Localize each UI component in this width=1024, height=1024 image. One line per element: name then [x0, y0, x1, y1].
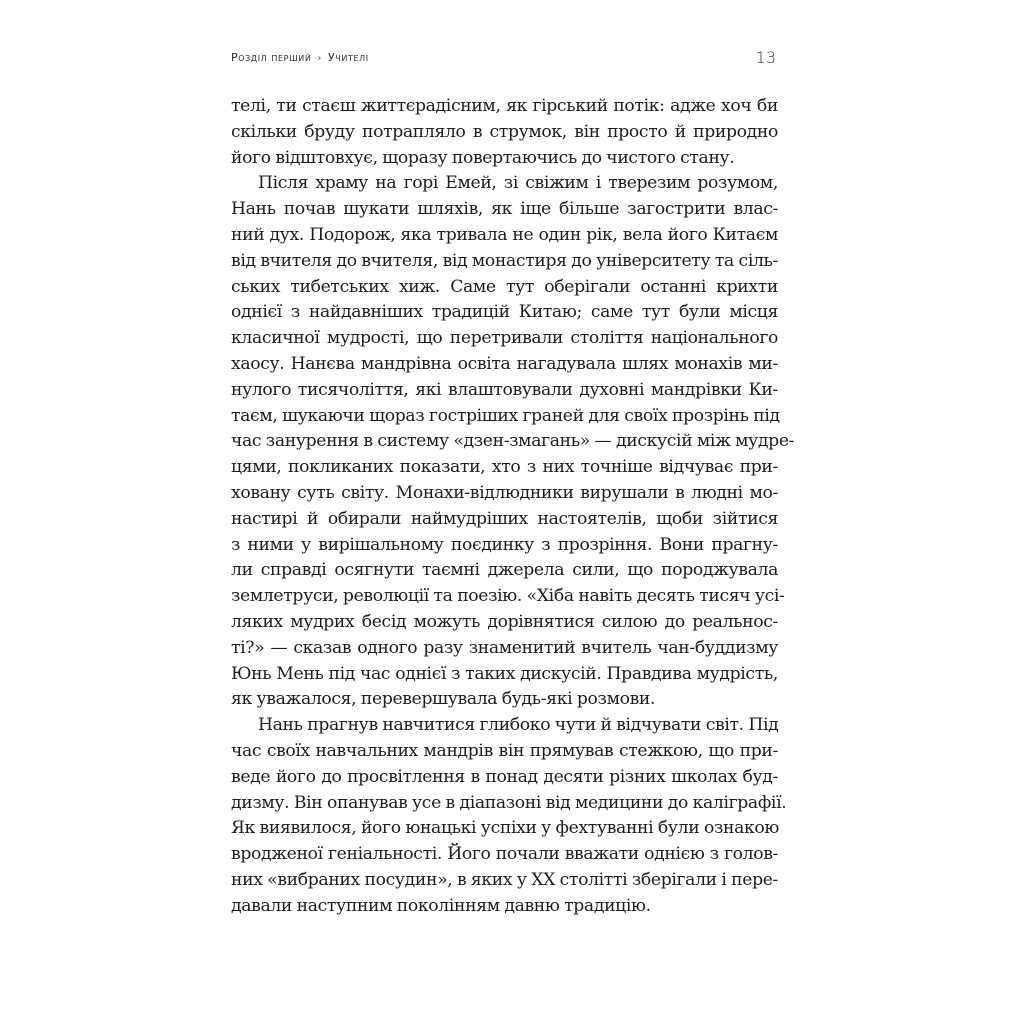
text-line: однієї з найдавніших традицій Китаю; саме тут були місця	[231, 302, 778, 323]
text-line: Нань почав шукати шляхів, як іще більше загострити влас-	[231, 199, 778, 220]
text-line: від вчителя до вчителя, від монастиря до університету та сіль-	[231, 250, 778, 271]
paragraph	[231, 171, 795, 713]
text-line: з ними у вирішальному поєдинку з прозріння. Вони прагну-	[231, 534, 778, 555]
text-line: вродженої геніальності. Його почали вважати однією з голов-	[231, 844, 778, 865]
chevron-right-icon: ›	[317, 53, 323, 64]
text-line: ляких мудрих бесід можуть дорівнятися силою до реальнос-	[231, 611, 778, 632]
running-head	[231, 48, 776, 68]
text-line: них «вибраних посудин», в яких у ХХ столітті зберігали і пере-	[231, 869, 778, 890]
text-line: ний дух. Подорож, яка тривала не один рік, вела його Китаєм	[231, 224, 778, 245]
text-line: настирі й обирали наймудріших настоятелів, щоби зійтися	[231, 508, 778, 529]
text-line: класичної мудрості, що перетривали століття національного	[231, 328, 778, 349]
text-line: ті?» — сказав одного разу знаменитий вчитель чан-буддизму	[231, 637, 778, 658]
text-line: таєм, шукаючи щораз гостріших граней для своїх прозрінь під	[231, 405, 780, 426]
text-line: ських тибетських хиж. Саме тут оберігали останні крихти	[231, 276, 778, 297]
text-line: Після храму на горі Емей, зі свіжим і тверезим розумом,	[258, 173, 778, 194]
text-line: телі, ти стаєш життєрадісним, як гірський потік: адже хоч би	[231, 96, 778, 116]
page-number: 13	[755, 48, 776, 67]
text-line: цями, покликаних показати, хто з них точніше відчуває при-	[231, 457, 778, 478]
text-line: ли справді осягнути таємні джерела сили, що породжувала	[231, 560, 778, 581]
text-line: веде його до просвітлення в понад десяти різних школах буд-	[231, 766, 778, 787]
text-line: час своїх навчальних мандрів він прямував стежкою, що при-	[231, 740, 778, 761]
paragraph	[231, 713, 787, 919]
text-line: дизму. Він опанував усе в діапазоні від медицини до каліграфії.	[231, 792, 787, 813]
text-line: його відштовхує, щоразу повертаючись до чистого стану.	[231, 147, 735, 168]
text-line: скільки бруду потрапляло в струмок, він просто й природно	[231, 121, 778, 142]
section-label: Учителі	[328, 51, 369, 64]
text-line: землетруси, революції та поезію. «Хіба навіть десять тисяч усі-	[231, 586, 785, 607]
running-head-title	[231, 51, 369, 64]
body-text	[231, 94, 795, 920]
text-line: Нань прагнув навчитися глибоко чути й відчувати світ. Під	[258, 715, 779, 736]
text-line: нулого тисячоліття, які влаштовували духовні мандрівки Ки-	[231, 379, 778, 400]
text-line: хаосу. Нанєва мандрівна освіта нагадувала шлях монахів ми-	[231, 353, 778, 374]
text-line: час занурення в систему «дзен-змагань» — дискусій між мудре-	[231, 431, 795, 452]
text-line: Як виявилося, його юнацькі успіхи у фехтуванні були ознакою	[231, 818, 779, 839]
chapter-label: Розділ перший	[231, 51, 312, 64]
text-line: давали наступним поколінням давню традицію.	[231, 895, 651, 916]
text-line: ховану суть світу. Монахи-відлюдники вирушали в людні мо-	[231, 482, 778, 503]
paragraph	[231, 94, 778, 171]
text-line: як уважалося, перевершувала будь-які розмови.	[231, 689, 656, 710]
text-line: Юнь Мень під час однієї з таких дискусій. Правдива мудрість,	[231, 663, 778, 684]
